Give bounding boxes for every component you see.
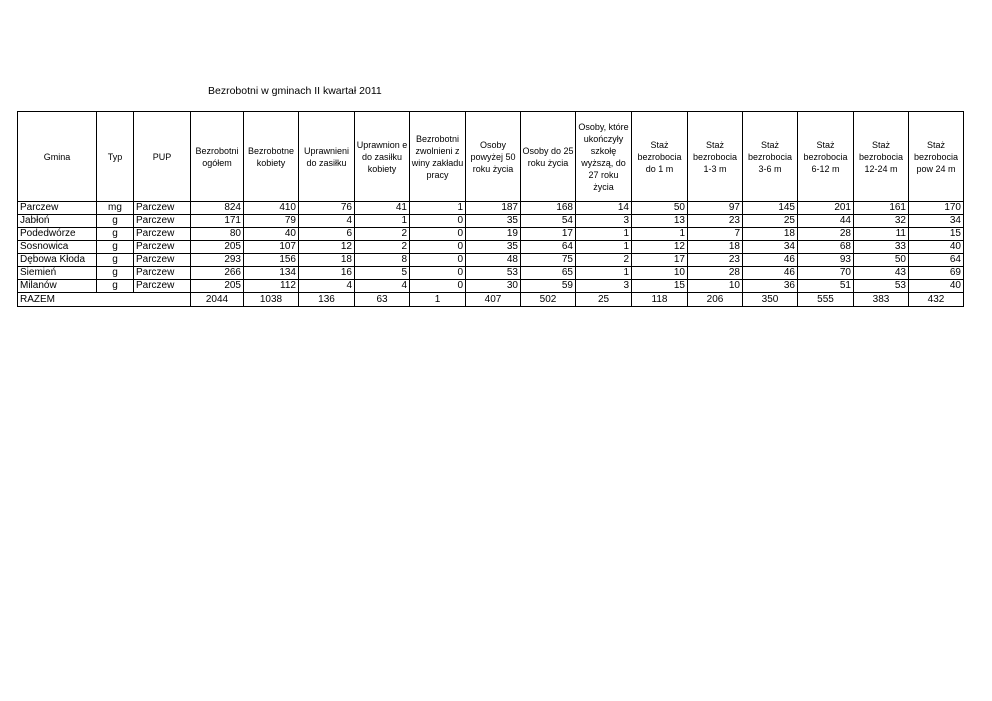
total-value-cell: 502 bbox=[521, 293, 576, 307]
column-header: Bezrobotne kobiety bbox=[244, 112, 299, 202]
value-cell: 10 bbox=[688, 280, 743, 293]
value-cell: 410 bbox=[244, 202, 299, 215]
value-cell: 70 bbox=[798, 267, 854, 280]
pup-cell: Parczew bbox=[134, 254, 191, 267]
typ-cell: g bbox=[97, 254, 134, 267]
value-cell: 35 bbox=[466, 215, 521, 228]
column-header: Staż bezrobocia pow 24 m bbox=[909, 112, 964, 202]
column-header: Staż bezrobocia do 1 m bbox=[632, 112, 688, 202]
column-header: Uprawnion e do zasiłku kobiety bbox=[355, 112, 410, 202]
value-cell: 19 bbox=[466, 228, 521, 241]
value-cell: 50 bbox=[632, 202, 688, 215]
value-cell: 34 bbox=[909, 215, 964, 228]
value-cell: 68 bbox=[798, 241, 854, 254]
total-value-cell: 407 bbox=[466, 293, 521, 307]
total-value-cell: 1 bbox=[410, 293, 466, 307]
gmina-cell: Milanów bbox=[18, 280, 97, 293]
value-cell: 1 bbox=[355, 215, 410, 228]
table-row bbox=[18, 267, 964, 280]
column-header: Osoby, które ukończyły szkołę wyższą, do 27 roku życia bbox=[576, 112, 632, 202]
value-cell: 32 bbox=[854, 215, 909, 228]
value-cell: 1 bbox=[576, 228, 632, 241]
value-cell: 4 bbox=[299, 215, 355, 228]
pup-cell: Parczew bbox=[134, 202, 191, 215]
value-cell: 156 bbox=[244, 254, 299, 267]
value-cell: 0 bbox=[410, 241, 466, 254]
value-cell: 187 bbox=[466, 202, 521, 215]
value-cell: 23 bbox=[688, 215, 743, 228]
total-value-cell: 206 bbox=[688, 293, 743, 307]
gmina-cell: Dębowa Kłoda bbox=[18, 254, 97, 267]
value-cell: 2 bbox=[355, 228, 410, 241]
total-row bbox=[18, 293, 964, 307]
value-cell: 16 bbox=[299, 267, 355, 280]
pup-cell: Parczew bbox=[134, 267, 191, 280]
total-value-cell: 383 bbox=[854, 293, 909, 307]
document-title: Bezrobotni w gminach II kwartał 2011 bbox=[208, 85, 382, 97]
pup-cell: Parczew bbox=[134, 241, 191, 254]
table-row bbox=[18, 228, 964, 241]
column-header: Bezrobotni ogółem bbox=[191, 112, 244, 202]
value-cell: 1 bbox=[576, 241, 632, 254]
value-cell: 46 bbox=[743, 254, 798, 267]
value-cell: 40 bbox=[244, 228, 299, 241]
header-row bbox=[18, 112, 964, 202]
value-cell: 201 bbox=[798, 202, 854, 215]
pup-cell: Parczew bbox=[134, 215, 191, 228]
value-cell: 205 bbox=[191, 241, 244, 254]
value-cell: 33 bbox=[854, 241, 909, 254]
value-cell: 76 bbox=[299, 202, 355, 215]
value-cell: 171 bbox=[191, 215, 244, 228]
table-row bbox=[18, 202, 964, 215]
value-cell: 3 bbox=[576, 215, 632, 228]
value-cell: 0 bbox=[410, 267, 466, 280]
typ-cell: g bbox=[97, 280, 134, 293]
value-cell: 824 bbox=[191, 202, 244, 215]
total-value-cell: 350 bbox=[743, 293, 798, 307]
value-cell: 168 bbox=[521, 202, 576, 215]
value-cell: 40 bbox=[909, 280, 964, 293]
value-cell: 28 bbox=[798, 228, 854, 241]
value-cell: 46 bbox=[743, 267, 798, 280]
column-header: Bezrobotni zwolnieni z winy zakładu pracy bbox=[410, 112, 466, 202]
value-cell: 18 bbox=[743, 228, 798, 241]
column-header: Osoby powyżej 50 roku życia bbox=[466, 112, 521, 202]
unemployment-table bbox=[17, 111, 964, 307]
value-cell: 64 bbox=[521, 241, 576, 254]
value-cell: 93 bbox=[798, 254, 854, 267]
column-header: Staż bezrobocia 3-6 m bbox=[743, 112, 798, 202]
value-cell: 65 bbox=[521, 267, 576, 280]
value-cell: 30 bbox=[466, 280, 521, 293]
total-value-cell: 1038 bbox=[244, 293, 299, 307]
gmina-cell: Siemień bbox=[18, 267, 97, 280]
value-cell: 50 bbox=[854, 254, 909, 267]
gmina-cell: Parczew bbox=[18, 202, 97, 215]
value-cell: 53 bbox=[854, 280, 909, 293]
value-cell: 69 bbox=[909, 267, 964, 280]
column-header: Staż bezrobocia 6-12 m bbox=[798, 112, 854, 202]
value-cell: 79 bbox=[244, 215, 299, 228]
value-cell: 10 bbox=[632, 267, 688, 280]
value-cell: 205 bbox=[191, 280, 244, 293]
column-header: Typ bbox=[97, 112, 134, 202]
value-cell: 6 bbox=[299, 228, 355, 241]
value-cell: 48 bbox=[466, 254, 521, 267]
column-header: Staż bezrobocia 12-24 m bbox=[854, 112, 909, 202]
value-cell: 112 bbox=[244, 280, 299, 293]
column-header: Osoby do 25 roku życia bbox=[521, 112, 576, 202]
value-cell: 53 bbox=[466, 267, 521, 280]
column-header: PUP bbox=[134, 112, 191, 202]
value-cell: 1 bbox=[410, 202, 466, 215]
value-cell: 18 bbox=[299, 254, 355, 267]
value-cell: 18 bbox=[688, 241, 743, 254]
value-cell: 14 bbox=[576, 202, 632, 215]
value-cell: 0 bbox=[410, 215, 466, 228]
value-cell: 80 bbox=[191, 228, 244, 241]
gmina-cell: Jabłoń bbox=[18, 215, 97, 228]
value-cell: 266 bbox=[191, 267, 244, 280]
value-cell: 28 bbox=[688, 267, 743, 280]
value-cell: 2 bbox=[576, 254, 632, 267]
table-row bbox=[18, 215, 964, 228]
column-header: Gmina bbox=[18, 112, 97, 202]
value-cell: 17 bbox=[521, 228, 576, 241]
value-cell: 51 bbox=[798, 280, 854, 293]
value-cell: 0 bbox=[410, 280, 466, 293]
gmina-cell: Podedwórze bbox=[18, 228, 97, 241]
column-header: Staż bezrobocia 1-3 m bbox=[688, 112, 743, 202]
value-cell: 107 bbox=[244, 241, 299, 254]
value-cell: 34 bbox=[743, 241, 798, 254]
typ-cell: g bbox=[97, 241, 134, 254]
column-header: Uprawnieni do zasiłku bbox=[299, 112, 355, 202]
value-cell: 0 bbox=[410, 228, 466, 241]
value-cell: 44 bbox=[798, 215, 854, 228]
typ-cell: mg bbox=[97, 202, 134, 215]
value-cell: 12 bbox=[299, 241, 355, 254]
value-cell: 23 bbox=[688, 254, 743, 267]
value-cell: 4 bbox=[299, 280, 355, 293]
value-cell: 15 bbox=[632, 280, 688, 293]
total-value-cell: 63 bbox=[355, 293, 410, 307]
value-cell: 5 bbox=[355, 267, 410, 280]
table-row bbox=[18, 254, 964, 267]
value-cell: 11 bbox=[854, 228, 909, 241]
value-cell: 13 bbox=[632, 215, 688, 228]
value-cell: 2 bbox=[355, 241, 410, 254]
table-body bbox=[18, 202, 964, 307]
value-cell: 54 bbox=[521, 215, 576, 228]
total-value-cell: 136 bbox=[299, 293, 355, 307]
pup-cell: Parczew bbox=[134, 280, 191, 293]
table-row bbox=[18, 280, 964, 293]
value-cell: 17 bbox=[632, 254, 688, 267]
value-cell: 64 bbox=[909, 254, 964, 267]
total-value-cell: 555 bbox=[798, 293, 854, 307]
value-cell: 35 bbox=[466, 241, 521, 254]
total-label: RAZEM bbox=[18, 293, 191, 307]
value-cell: 41 bbox=[355, 202, 410, 215]
total-value-cell: 2044 bbox=[191, 293, 244, 307]
value-cell: 161 bbox=[854, 202, 909, 215]
value-cell: 75 bbox=[521, 254, 576, 267]
value-cell: 25 bbox=[743, 215, 798, 228]
value-cell: 8 bbox=[355, 254, 410, 267]
value-cell: 97 bbox=[688, 202, 743, 215]
value-cell: 145 bbox=[743, 202, 798, 215]
value-cell: 170 bbox=[909, 202, 964, 215]
total-value-cell: 25 bbox=[576, 293, 632, 307]
value-cell: 3 bbox=[576, 280, 632, 293]
value-cell: 134 bbox=[244, 267, 299, 280]
total-value-cell: 432 bbox=[909, 293, 964, 307]
value-cell: 40 bbox=[909, 241, 964, 254]
value-cell: 1 bbox=[576, 267, 632, 280]
value-cell: 36 bbox=[743, 280, 798, 293]
typ-cell: g bbox=[97, 228, 134, 241]
typ-cell: g bbox=[97, 215, 134, 228]
value-cell: 293 bbox=[191, 254, 244, 267]
pup-cell: Parczew bbox=[134, 228, 191, 241]
value-cell: 7 bbox=[688, 228, 743, 241]
value-cell: 0 bbox=[410, 254, 466, 267]
value-cell: 4 bbox=[355, 280, 410, 293]
total-value-cell: 118 bbox=[632, 293, 688, 307]
value-cell: 43 bbox=[854, 267, 909, 280]
table-row bbox=[18, 241, 964, 254]
value-cell: 1 bbox=[632, 228, 688, 241]
typ-cell: g bbox=[97, 267, 134, 280]
value-cell: 15 bbox=[909, 228, 964, 241]
gmina-cell: Sosnowica bbox=[18, 241, 97, 254]
value-cell: 59 bbox=[521, 280, 576, 293]
value-cell: 12 bbox=[632, 241, 688, 254]
